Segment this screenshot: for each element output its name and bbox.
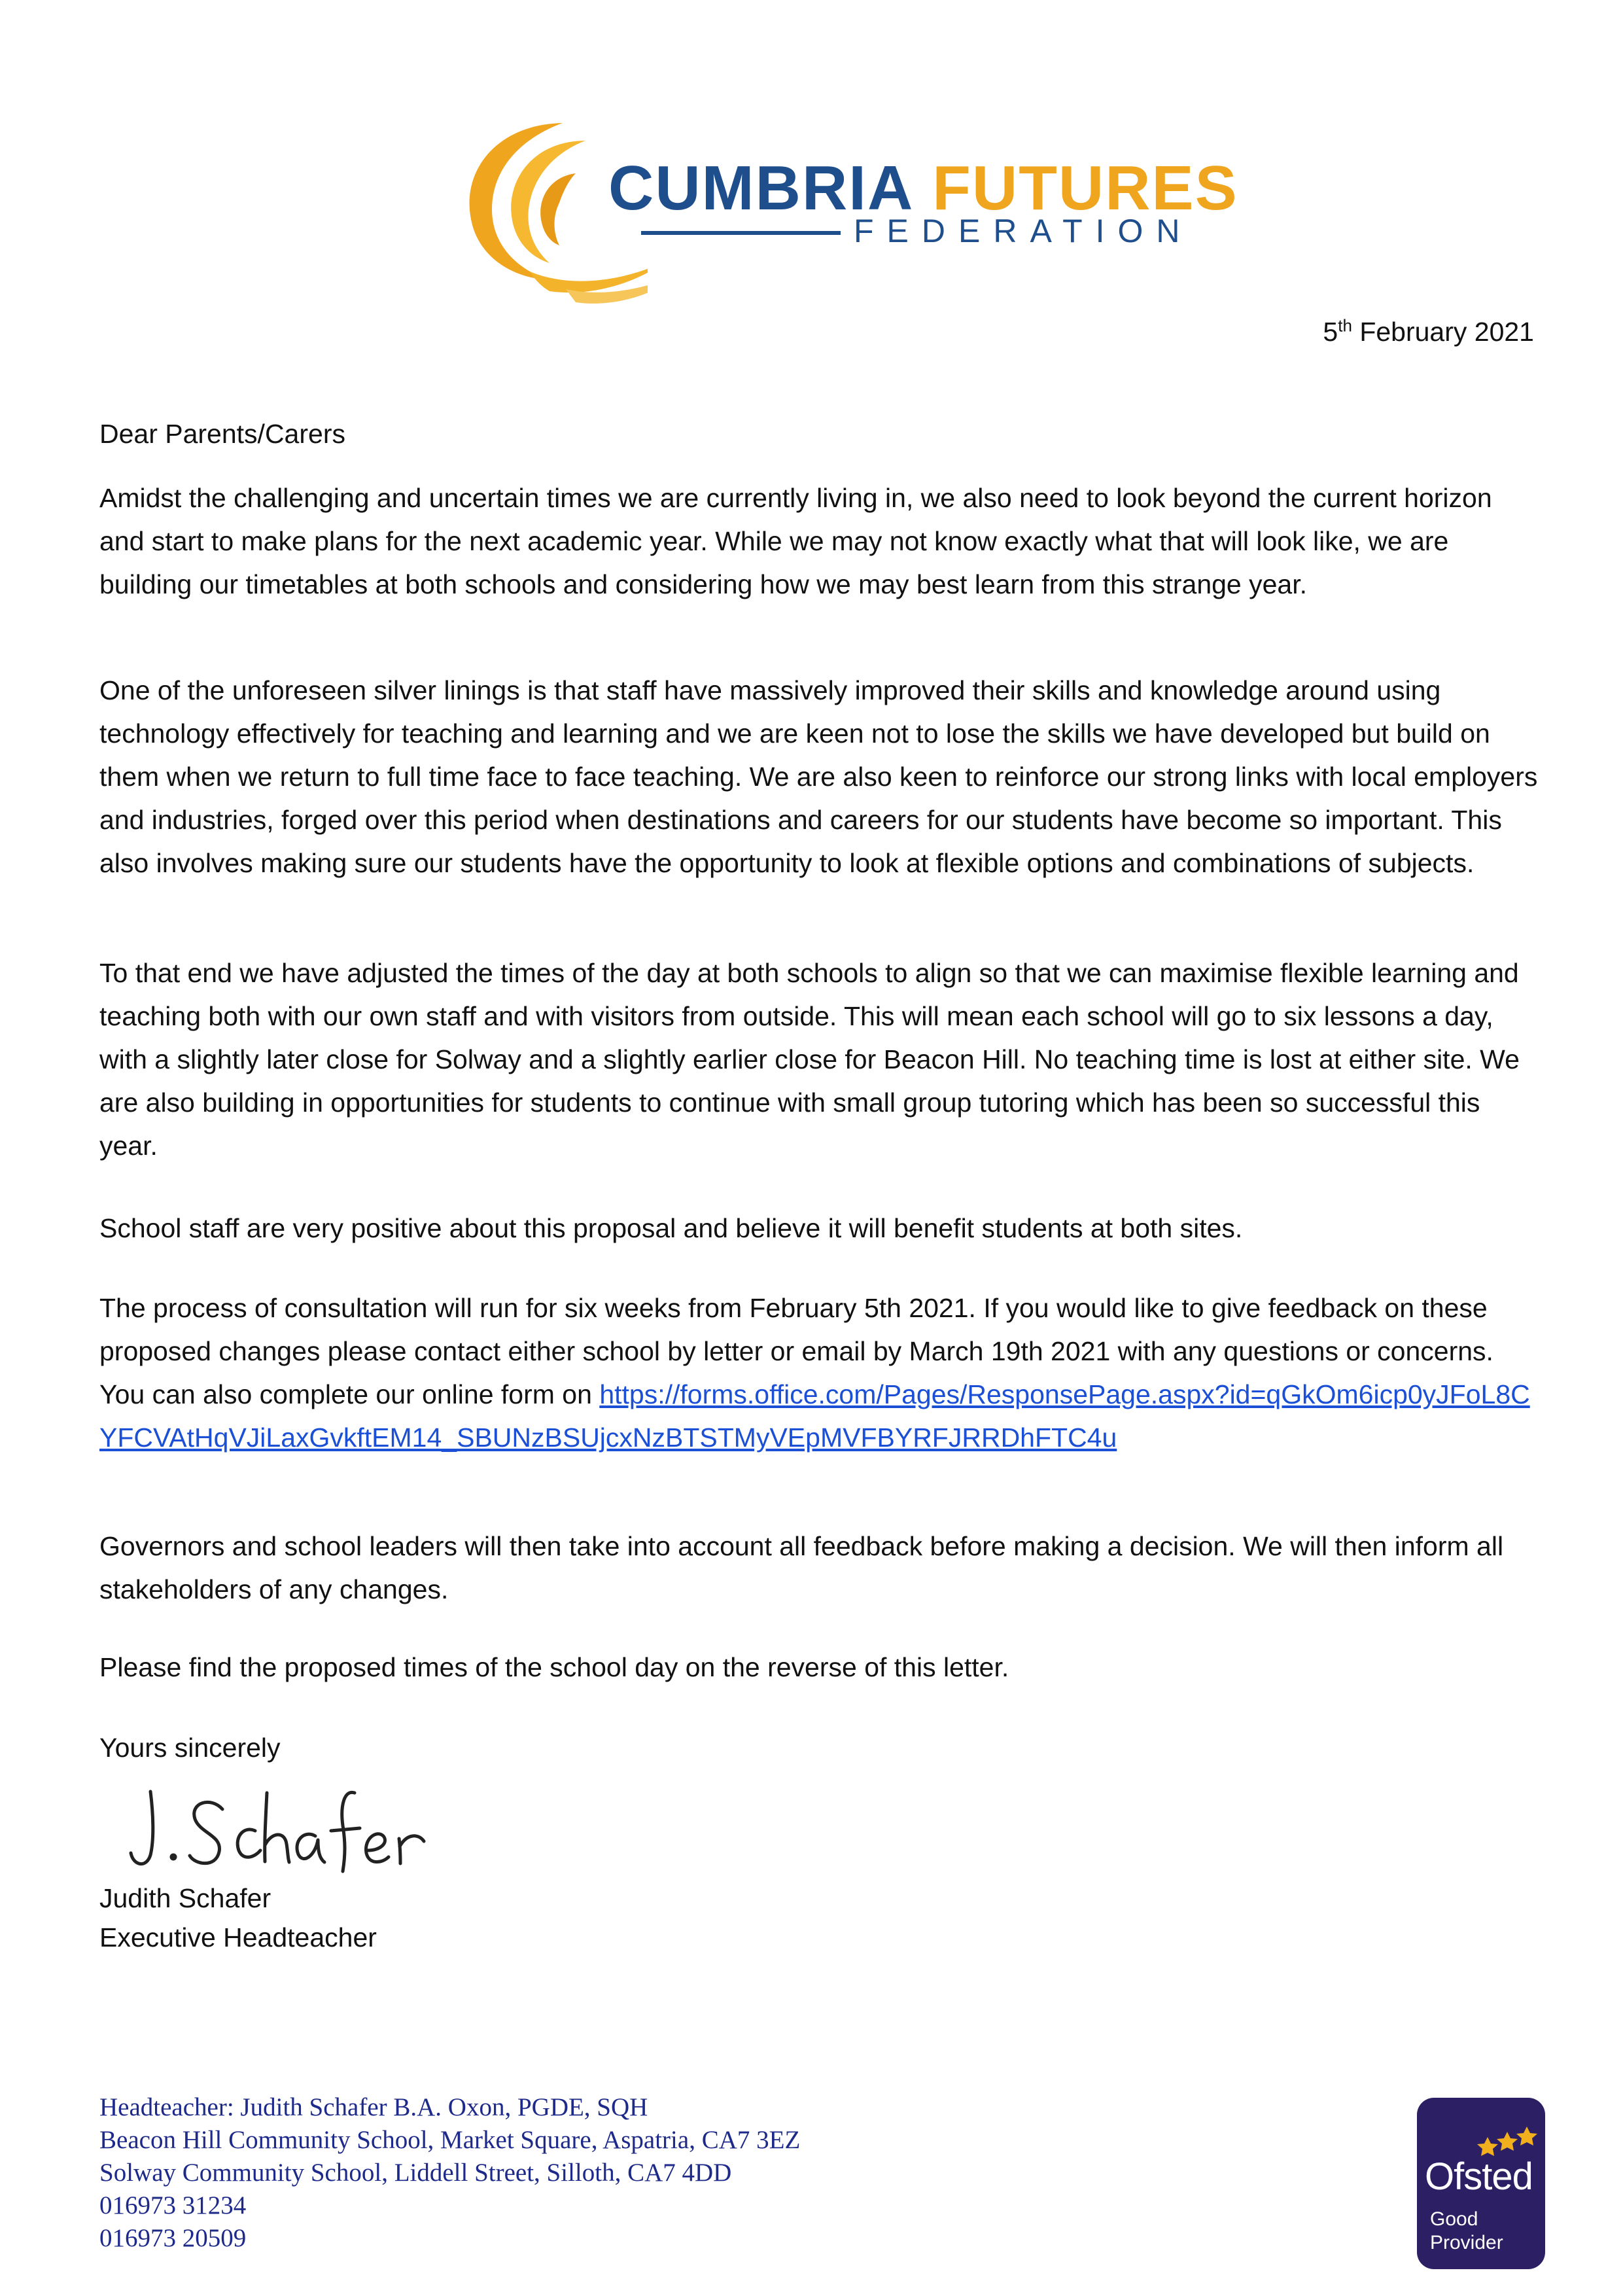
paragraph-7: Please find the proposed times of the school day on the reverse of this letter.	[99, 1652, 1009, 1682]
handwritten-signature	[124, 1773, 478, 1878]
paragraph-6: Governors and school leaders will then take into account all feedback before making a decision. We will then inform all stakeholders of any changes.	[99, 1531, 1504, 1604]
logo-wordmark: CUMBRIA FUTURES	[608, 153, 1238, 223]
federation-logo	[451, 111, 1238, 308]
paragraph-2: One of the unforeseen silver linings is that staff have massively improved their skills and knowledge around using technology effectively for teaching and learning and we are keen not to lose the skills we have developed but build on them when we return to full time face to face teaching. We are also keen to reinforce our strong links with local employers and industries, forged over this period when destinations and careers for our students have become so important. This also involves making sure our students have the opportunity to look at flexible options and combinations of subjects.	[99, 675, 1538, 878]
closing: Yours sincerely	[99, 1733, 281, 1763]
paragraph-3: To that end we have adjusted the times of the day at both schools to align so that we can maximise flexible learning and teaching both with our own staff and with visitors from outside. This will mean each school will go to six lessons a day, with a slightly later close for Solway and a slightly earlier close for Beacon Hill. No teaching time is lost at either site. We are also building in opportunities for students to continue with small group tutoring which has been so successful this year.	[99, 958, 1520, 1161]
footer-line-solway: Solway Community School, Liddell Street, Silloth, CA7 4DD	[99, 2159, 732, 2187]
signatory-name: Judith Schafer	[99, 1883, 271, 1913]
logo-subtitle: FEDERATION	[854, 213, 1193, 249]
footer-line-beacon-hill: Beacon Hill Community School, Market Square, Aspatria, CA7 3EZ	[99, 2126, 801, 2154]
footer-line-headteacher: Headteacher: Judith Schafer B.A. Oxon, PGDE, SQH	[99, 2093, 648, 2121]
footer-phone-2: 016973 20509	[99, 2224, 247, 2252]
footer-phone-1: 016973 31234	[99, 2191, 247, 2219]
online-form-link[interactable]: https://forms.office.com/Pages/ResponsePage.aspx?id=qGkOm6icp0yJFoL8CYFCVAtHqVJiLaxGvkftEM14_SBUNzBSUjcxNzBTSTMyVEpMVFBYRFJRRDhFTC4u	[99, 1379, 1530, 1453]
ofsted-badge	[1417, 2098, 1545, 2269]
paragraph-5-text: The process of consultation will run for six weeks from February 5th 2021. If you would like to give feedback on these proposed changes please contact either school by letter or email by March 19th 2021 with any questions or concerns. You can also complete our online form on	[99, 1293, 1493, 1409]
paragraph-5	[99, 1286, 1539, 1459]
footer-contact	[99, 2091, 800, 2255]
logo-divider	[641, 231, 841, 235]
paragraph-1: Amidst the challenging and uncertain times we are currently living in, we also need to look beyond the current horizon and start to make plans for the next academic year. While we may not know exactly what that will look like, we are building our timetables at both schools and considering how we may best learn from this strange year.	[99, 483, 1492, 599]
paragraph-4: School staff are very positive about this proposal and believe it will benefit students at both sites.	[99, 1213, 1243, 1243]
ofsted-wordmark: Ofsted	[1425, 2155, 1533, 2198]
ofsted-rating: Good Provider	[1430, 2208, 1503, 2253]
letter-date: 5th February 2021	[1323, 315, 1534, 347]
salutation: Dear Parents/Carers	[99, 419, 345, 449]
signatory-title: Executive Headteacher	[99, 1922, 377, 1952]
